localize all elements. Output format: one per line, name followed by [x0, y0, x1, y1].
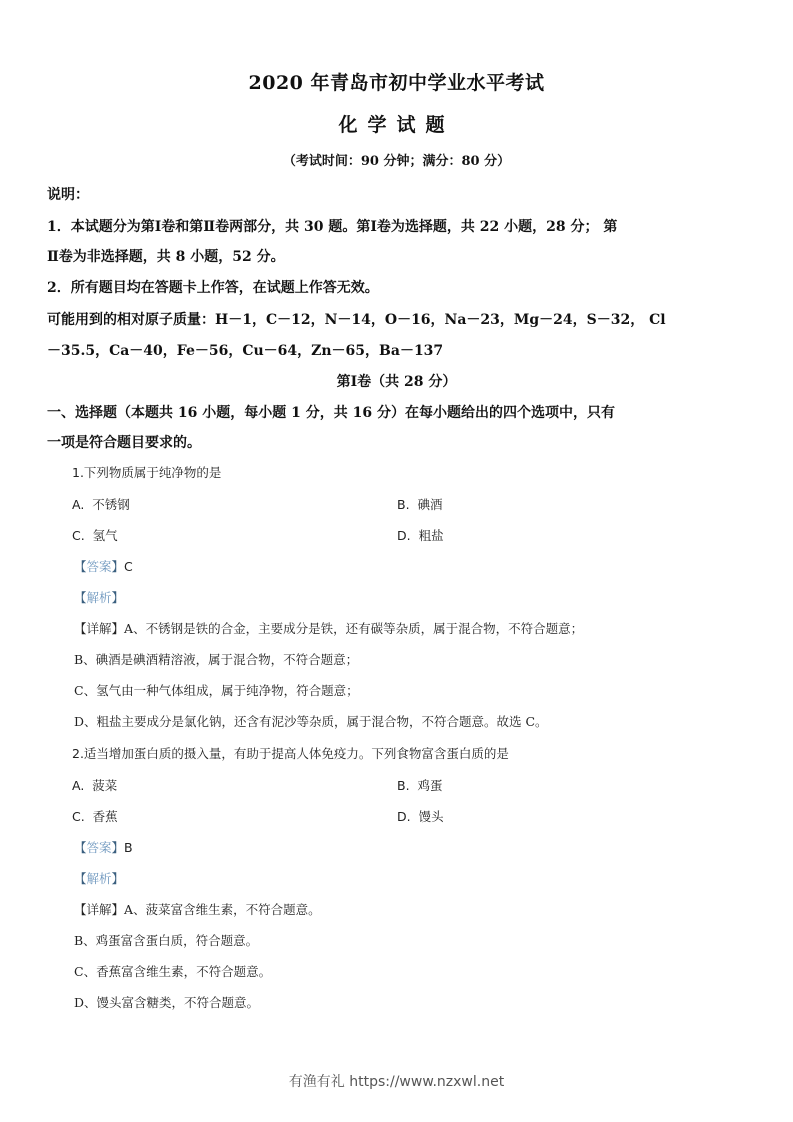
detail-text: A、菠菜富含维生素，不符合题意。: [124, 902, 321, 917]
option-text: 香蕉: [92, 809, 118, 824]
question-2-detail-b: B、鸡蛋富含蛋白质，符合题意。: [74, 933, 259, 948]
answer-value: C: [124, 559, 133, 574]
part-instructions-line-1: 一、选择题（本题共 16 小题，每小题 1 分，共 16 分）在每小题给出的四个选项中，只有: [47, 405, 615, 421]
analysis-tag: 解析: [86, 590, 112, 605]
question-2-answer: 【答案】B: [74, 840, 133, 855]
question-1-option-b: [397, 495, 443, 513]
question-2-detail-d: D、馒头富含糖类，不符合题意。: [74, 995, 260, 1010]
analysis-tag: 解析: [86, 871, 112, 886]
question-1-detail-d: D、粗盐主要成分是氯化钠，还含有泥沙等杂质，属于混合物，不符合题意。故选 C。: [74, 714, 548, 729]
option-label: D.: [397, 528, 411, 543]
detail-text: A、不锈钢是铁的合金，主要成分是铁，还有碳等杂质，属于混合物，不符合题意；: [124, 621, 584, 636]
question-2-detail-c: C、香蕉富含维生素，不符合题意。: [74, 964, 272, 979]
subject-title: 化学试题: [338, 114, 455, 136]
option-text: 鸡蛋: [417, 778, 443, 793]
option-text: 菠菜: [92, 778, 118, 793]
part-instructions-line-2: 一项是符合题目要求的。: [47, 435, 201, 451]
option-label: B.: [397, 778, 410, 793]
question-2-option-c: [72, 807, 118, 825]
option-text: 不锈钢: [92, 497, 130, 512]
option-label: D.: [397, 809, 411, 824]
atomic-mass-line-1: 可能用到的相对原子质量：H－1，C－12，N－14，O－16，Na－23，Mg－24，S－32， Cl: [47, 312, 666, 328]
atomic-mass-line-2: －35.5，Ca－40，Fe－56，Cu－64，Zn－65，Ba－137: [47, 343, 444, 359]
exam-title: 2020 年青岛市初中学业水平考试: [248, 72, 545, 94]
instruction-1-line-1: 1．本试题分为第Ⅰ卷和第Ⅱ卷两部分，共 30 题。第Ⅰ卷为选择题，共 22 小题，28 分； 第: [47, 219, 618, 235]
question-2-option-a: [72, 776, 117, 794]
answer-value: B: [124, 840, 133, 855]
question-2-detail-a: 【详解】A、菠菜富含维生素，不符合题意。: [74, 902, 321, 917]
answer-tag: 答案: [86, 840, 112, 855]
question-1-option-c: [72, 526, 118, 544]
option-label: C.: [72, 809, 85, 824]
question-1-stem: 1.下列物质属于纯净物的是: [72, 465, 222, 480]
question-2-stem: 2.适当增加蛋白质的摄入量，有助于提高人体免疫力。下列食物富含蛋白质的是: [72, 746, 509, 761]
option-label: A.: [72, 778, 85, 793]
section-title: 第Ⅰ卷（共 28 分）: [336, 374, 457, 390]
instruction-1-line-2: Ⅱ卷为非选择题，共 8 小题，52 分。: [47, 249, 285, 265]
option-text: 馒头: [418, 809, 444, 824]
question-2-option-b: [397, 776, 443, 794]
option-label: B.: [397, 497, 410, 512]
question-1-detail-a: 【详解】A、不锈钢是铁的合金，主要成分是铁，还有碳等杂质，属于混合物，不符合题意；: [74, 621, 584, 636]
instructions-heading: 说明：: [47, 187, 89, 203]
question-1-detail-c: C、氢气由一种气体组成，属于纯净物，符合题意；: [74, 683, 359, 698]
option-text: 碘酒: [417, 497, 443, 512]
option-label: A.: [72, 497, 85, 512]
detail-tag: 详解: [86, 902, 112, 917]
question-1-analysis-tag: 【解析】: [74, 590, 125, 605]
instruction-2: 2．所有题目均在答题卡上作答，在试题上作答无效。: [47, 280, 379, 296]
answer-tag: 答案: [86, 559, 112, 574]
exam-info: （考试时间：90 分钟；满分：80 分）: [282, 154, 511, 169]
question-1-option-a: [72, 495, 130, 513]
question-2-option-d: [397, 807, 444, 825]
option-label: C.: [72, 528, 85, 543]
footer-watermark: 有渔有礼 https://www.nzxwl.net: [288, 1074, 505, 1090]
option-text: 粗盐: [418, 528, 444, 543]
detail-tag: 详解: [86, 621, 112, 636]
question-1-option-d: [397, 526, 444, 544]
question-1-answer: 【答案】C: [74, 559, 133, 574]
question-1-detail-b: B、碘酒是碘酒精溶液，属于混合物，不符合题意；: [74, 652, 359, 667]
question-2-analysis-tag: 【解析】: [74, 871, 125, 886]
option-text: 氢气: [92, 528, 118, 543]
